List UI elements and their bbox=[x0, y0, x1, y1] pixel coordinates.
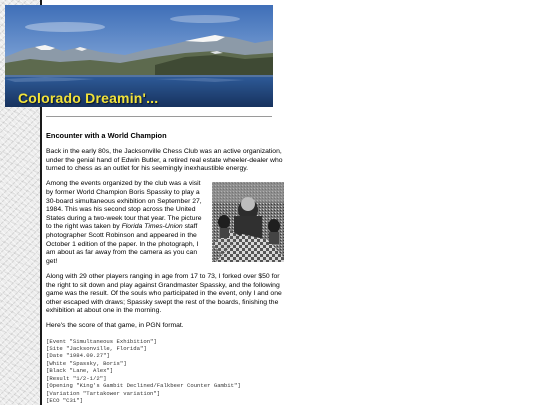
pgn-line: [Result "1/2-1/2"] bbox=[46, 374, 107, 382]
newspaper-name: Florida Times-Union bbox=[121, 223, 183, 231]
paragraph-intro: Back in the early 80s, the Jacksonville Chess Club was an active organization, under the genial hand of Edwin Butler, a retired real estate wheeler-dealer who turned to chess as an outlet for his seemingly inexhaustible energy. bbox=[46, 148, 283, 173]
pgn-score bbox=[46, 338, 284, 405]
event-text: Among the events organized by the club was a visit by former World Champion Boris Spassky to play a 30-board simultaneous exhibition on September 27, 1984. This was his second stop across the United States during a two-week tour that year. The picture to the right was taken by bbox=[46, 180, 202, 231]
banner-image bbox=[5, 5, 273, 107]
paragraph-game: Along with 29 other players ranging in age from 17 to 73, I forked over $50 for the right to sit down and play against Grandmaster Spassky, and the following game was the result. Of the souls who participated in the event, only I and one other escaped with draws; Spassky swept the rest of the boards, finishing the exhibition at about one in the morning. bbox=[46, 272, 282, 315]
article bbox=[46, 131, 284, 404]
chess-exhibition-photo bbox=[212, 182, 284, 262]
pgn-line: [Event "Simultaneous Exhibition"] bbox=[46, 337, 157, 345]
pgn-line: [Site "Jacksonville, Florida"] bbox=[46, 345, 147, 353]
pgn-line: [White "Spassky, Boris"] bbox=[46, 359, 127, 367]
article-heading: Encounter with a World Champion bbox=[46, 131, 167, 140]
pgn-line: [Opening "King's Gambit Declined/Falkbeer Counter Gambit"] bbox=[46, 382, 241, 390]
event-text-end: staff photographer Scott Robinson and appeared in the October 1 edition of the paper. In the photograph, I am about as far away from the camera as you can get! bbox=[46, 223, 199, 265]
pgn-line: [Date "1984.09.27"] bbox=[46, 352, 110, 360]
banner-title: Colorado Dreamin'... bbox=[18, 90, 159, 106]
paragraph-pgn-intro: Here's the score of that game, in PGN format. bbox=[46, 322, 184, 330]
pgn-line: [Variation "Tartakower variation"] bbox=[46, 389, 161, 397]
pgn-line: [Black "Lane, Alex"] bbox=[46, 367, 114, 375]
spassky-exhibition-photo bbox=[212, 182, 284, 262]
horizontal-rule bbox=[46, 116, 272, 117]
pgn-line: [ECO "C31"] bbox=[46, 396, 83, 404]
